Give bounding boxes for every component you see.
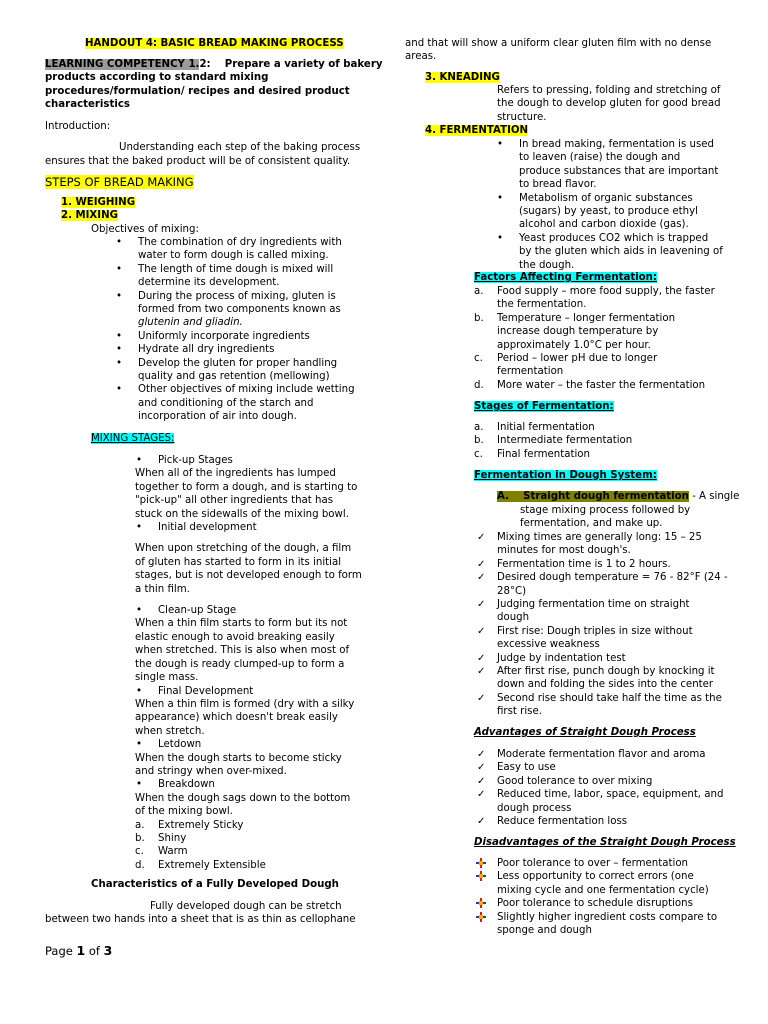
kneading-heading: 3. KNEADING [425, 72, 500, 83]
objective-item: • The length of time dough is mixed will determine its development. [138, 263, 378, 290]
dough-system-heading: Fermentation in Dough System: [474, 470, 657, 481]
competency-line-4: characteristics [45, 99, 130, 110]
factor-item: b. Temperature – longer fermentation increase dough temperature by approximately 1.0°C per hour. [474, 312, 676, 351]
page-footer: Page 1 of 3 [45, 943, 113, 958]
stage-pickup-desc: When all of the ingredients has lumped together to form a dough, and is starting to "pick-up" all other ingredients that has stuck on the sidewalls of the mixing bowl. [135, 468, 358, 520]
objective-item: • Uniformly incorporate ingredients [138, 330, 378, 343]
competency-label: LEARNING COMPETENCY 1. [45, 59, 200, 70]
advantage-item: ✓ Moderate fermentation flavor and aroma [497, 748, 737, 761]
breakdown-list [135, 819, 375, 873]
checklist-item: ✓ Judge by indentation test [497, 652, 737, 665]
stage-initial-title: • Initial development [158, 521, 375, 534]
disadvantages-list [497, 857, 737, 937]
advantages-list [497, 748, 737, 828]
characteristics-cont-1: and that will show a uniform clear gluten film with no dense [405, 38, 712, 49]
stage-letdown-desc: When the dough starts to become sticky and stringy when over-mixed. [135, 752, 342, 777]
stage-initial-desc: When upon stretching of the dough, a film of gluten has started to form in its initial stages, but is not developed enough to form a thin film. [135, 543, 362, 595]
kneading-desc: Refers to pressing, folding and stretching of the dough to develop gluten for good bread structure. [497, 85, 721, 123]
fermentation-heading: 4. FERMENTATION [425, 125, 529, 136]
stage-item: c. Final fermentation [474, 448, 590, 460]
stage-item: a. Initial fermentation [474, 422, 595, 433]
advantage-item: ✓ Good tolerance to over mixing [497, 775, 737, 788]
handout-title: HANDOUT 4: BASIC BREAD MAKING PROCESS [85, 38, 344, 49]
intro-line-2: ensures that the baked product will be of consistent quality. [45, 156, 351, 167]
objective-item: • Other objectives of mixing include wetting and conditioning of the starch and incorporation of air into dough. [138, 383, 378, 423]
objectives-list [138, 236, 378, 424]
stages-fermentation-list [474, 421, 734, 461]
competency-line-3: procedures/formulation/ recipes and desired product [45, 86, 350, 97]
advantage-item: ✓ Easy to use [497, 761, 737, 774]
checklist-item: ✓ After first rise, punch dough by knocking it down and folding the sides into the center [497, 665, 737, 692]
competency-line-2: products according to standard mixing [45, 72, 269, 83]
straight-dough-title: A. Straight dough fermentation - A single [497, 491, 740, 502]
stage-cleanup-title: • Clean-up Stage [158, 604, 375, 617]
characteristics-cont-2: areas. [405, 51, 437, 62]
breakdown-item: c. Warm [135, 846, 188, 858]
checklist-item: ✓ Desired dough temperature = 76 - 82°F (24 - 28°C) [497, 571, 737, 598]
cross-bullet-icon [476, 858, 486, 868]
fermentation-item: • In bread making, fermentation is used to leaven (raise) the dough and produce substances that are important to bread flavor. [519, 138, 739, 192]
objective-item: • During the process of mixing, gluten is formed from two components known as glutenin and gliadin. [138, 290, 378, 330]
stage-breakdown-desc: When the dough sags down to the bottom of the mixing bowl. [135, 792, 351, 818]
fermentation-item: • Metabolism of organic substances (sugars) by yeast, to produce ethyl alcohol and carbon dioxide (gas). [519, 192, 739, 232]
intro-line-1: Understanding each step of the baking process [119, 142, 361, 153]
factors-list [474, 285, 734, 392]
disadvantage-item: Less opportunity to correct errors (one mixing cycle and one fermentation cycle) [497, 870, 737, 897]
cross-bullet-icon [476, 871, 486, 881]
mixing-stages-heading: MIXING STAGES: [91, 433, 175, 444]
advantages-heading: Advantages of Straight Dough Process [474, 727, 696, 738]
step-mixing: 2. MIXING [61, 210, 118, 221]
objective-item: • Develop the gluten for proper handling quality and gas retention (mellowing) [138, 357, 378, 384]
advantage-item: ✓ Reduce fermentation loss [497, 815, 737, 828]
intro-label: Introduction: [45, 121, 111, 132]
fermentation-bullets [519, 138, 739, 272]
stages-fermentation-heading: Stages of Fermentation: [474, 401, 614, 412]
characteristics-line-2: between two hands into a sheet that is as thin as cellophane [45, 914, 356, 925]
straight-dough-desc: stage mixing process followed by fermentation, and make up. [520, 505, 691, 530]
stage-item: b. Intermediate fermentation [474, 435, 633, 447]
cross-bullet-icon [476, 898, 486, 908]
steps-heading: STEPS OF BREAD MAKING [45, 175, 194, 189]
stage-final-title: • Final Development [158, 685, 375, 698]
checklist-item: ✓ Fermentation time is 1 to 2 hours. [497, 558, 737, 571]
characteristics-heading: Characteristics of a Fully Developed Dough [91, 879, 339, 890]
fermentation-item: • Yeast produces CO2 which is trapped by the gluten which aids in leavening of the dough. [519, 232, 739, 272]
mixing-stages-list [135, 454, 375, 872]
disadvantage-item: Poor tolerance to over – fermentation [497, 857, 737, 870]
stage-breakdown-title: • Breakdown [158, 778, 375, 791]
stage-cleanup-desc: When a thin film starts to form but its not elastic enough to avoid breaking easily when stretched. This is also when most of the dough is ready clumped-up to form a single mass. [135, 618, 350, 684]
straight-dough-checklist [497, 531, 737, 719]
breakdown-item: a. Extremely Sticky [135, 819, 244, 831]
competency-line-1: LEARNING COMPETENCY 1.2: Prepare a variety of bakery [45, 59, 383, 70]
checklist-item: ✓ Second rise should take half the time as the first rise. [497, 692, 737, 719]
characteristics-line-1: Fully developed dough can be stretch [150, 901, 342, 912]
objective-item: • The combination of dry ingredients with water to form dough is called mixing. [138, 236, 378, 263]
cross-bullet-icon [476, 912, 486, 922]
factor-item: c. Period – lower pH due to longer fermentation [474, 353, 658, 378]
advantage-item: ✓ Reduced time, labor, space, equipment, and dough process [497, 788, 737, 815]
breakdown-item: b. Shiny [135, 832, 187, 844]
checklist-item: ✓ Mixing times are generally long: 15 – 25 minutes for most dough's. [497, 531, 737, 558]
objective-item: • Hydrate all dry ingredients [138, 343, 378, 356]
disadvantage-item: Slightly higher ingredient costs compare to sponge and dough [497, 911, 737, 938]
step-weighing: 1. WEIGHING [61, 197, 136, 208]
stage-final-desc: When a thin film is formed (dry with a silky appearance) which doesn't break easily when stretch. [135, 698, 355, 737]
stage-letdown-title: • Letdown [158, 738, 375, 751]
objectives-label: Objectives of mixing: [91, 224, 199, 235]
disadvantage-item: Poor tolerance to schedule disruptions [497, 897, 737, 910]
factor-item: d. More water – the faster the fermentation [474, 379, 706, 391]
breakdown-item: d. Extremely Extensible [135, 859, 266, 871]
factor-item: a. Food supply – more food supply, the faster the fermentation. [474, 286, 715, 311]
checklist-item: ✓ First rise: Dough triples in size without excessive weakness [497, 625, 737, 652]
stage-pickup-title: • Pick-up Stages [158, 454, 375, 467]
factors-heading: Factors Affecting Fermentation: [474, 272, 658, 283]
disadvantages-heading: Disadvantages of the Straight Dough Process [474, 837, 736, 848]
checklist-item: ✓ Judging fermentation time on straight dough [497, 598, 737, 625]
